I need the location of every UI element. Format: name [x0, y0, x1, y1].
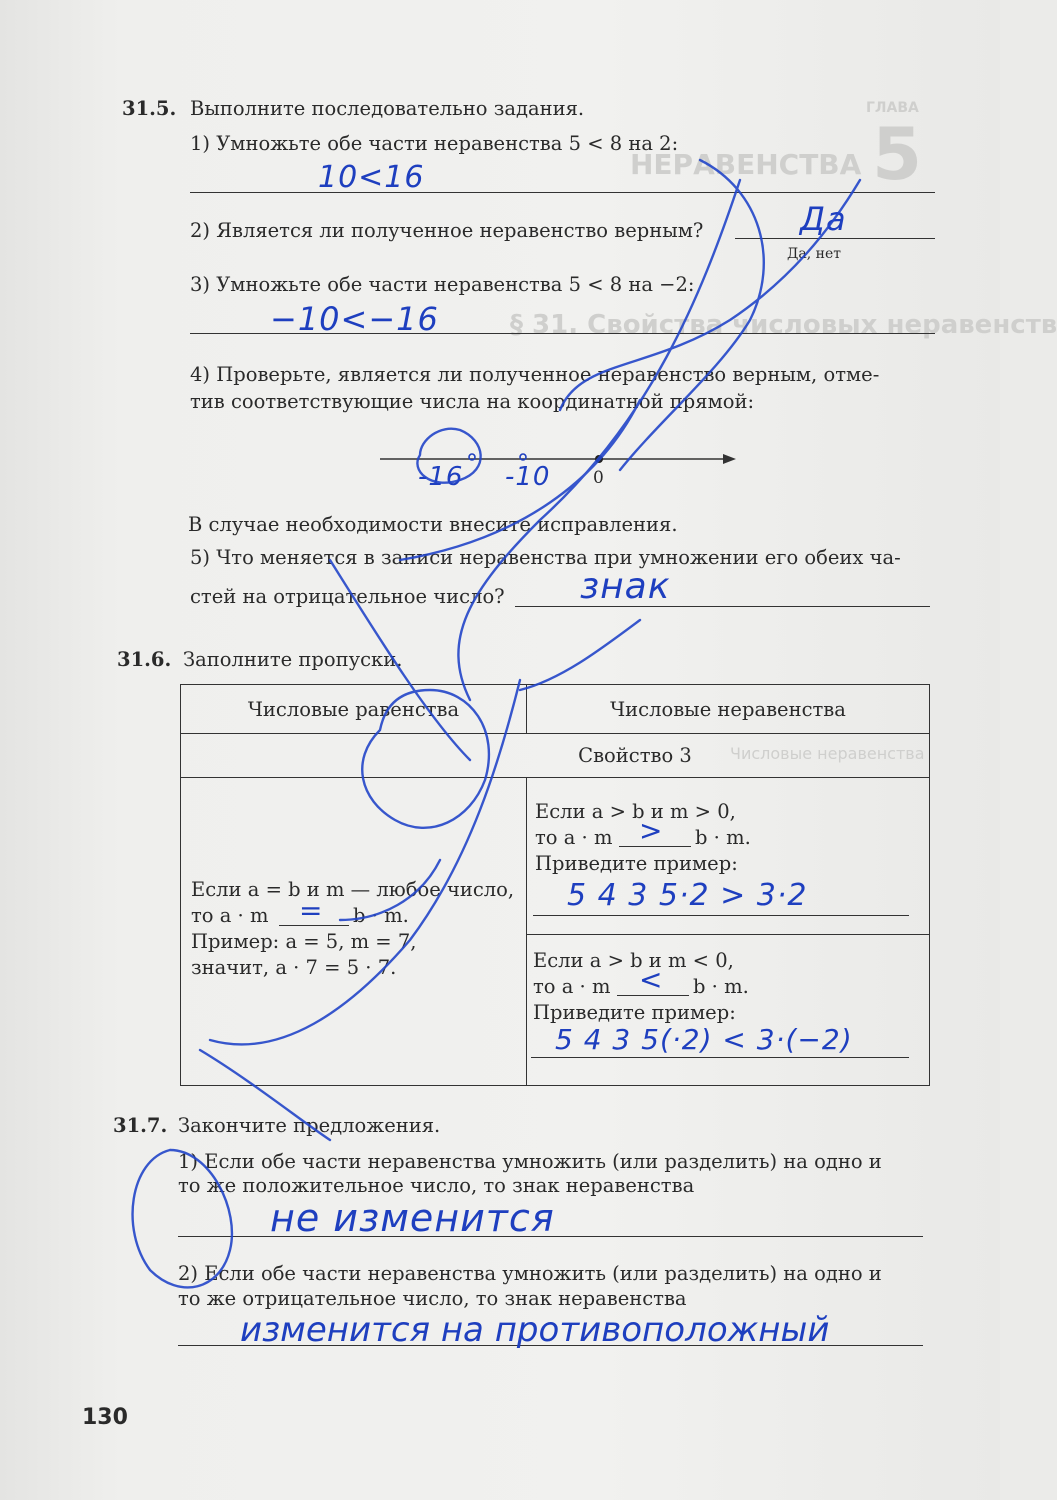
rt-line-2a: то a · m: [535, 826, 613, 849]
rb-line-2a: то a · m: [533, 975, 611, 998]
q5-answer-line: [515, 606, 930, 607]
s1-answer: не изменится: [270, 1196, 555, 1240]
left-line-4: значит, a · 7 = 5 · 7.: [191, 956, 397, 979]
bleed-section: § 31. Свойства числовых неравенств: [510, 310, 1057, 340]
q5-text-line1: 5) Что меняется в записи неравенства при умножении его обеих ча-: [190, 546, 901, 569]
bleed-chapter-title: НЕРАВЕНСТВА: [630, 148, 862, 181]
properties-table: [180, 684, 930, 1086]
right-top-cell: [527, 778, 930, 935]
task-31-5-number: 31.5.: [122, 97, 177, 120]
rb-line-1: Если a > b и m < 0,: [533, 949, 734, 972]
task-31-7-number: 31.7.: [113, 1114, 168, 1137]
left-line-2a: то a · m: [191, 904, 269, 927]
rb-line-2b: b · m.: [693, 975, 749, 998]
q1-answer-line: [190, 192, 935, 193]
axis-mark-minus-16: -16: [418, 462, 464, 492]
q4-text-line1: 4) Проверьте, является ли полученное неравенство верным, отме-: [190, 363, 880, 386]
q3-text: 3) Умножьте обе части неравенства 5 < 8 на −2:: [190, 273, 695, 296]
s2-answer: изменится на противоположный: [240, 1310, 830, 1350]
q2-answer-line: [735, 238, 935, 239]
rt-example-line: [533, 915, 909, 916]
q1-answer: 10<16: [318, 160, 425, 195]
rb-example-line: [531, 1057, 909, 1058]
s1-line2: то же положительное число, то знак неравенства: [178, 1174, 695, 1197]
rt-line-2b: b · m.: [695, 826, 751, 849]
task-31-7-title: Закончите предложения.: [178, 1114, 441, 1137]
q2-text: 2) Является ли полученное неравенство верным?: [190, 219, 704, 242]
rt-line-3: Приведите пример:: [535, 852, 738, 875]
header-equalities: Числовые равенства: [181, 685, 527, 734]
correction-text: В случае необходимости внесите исправления.: [188, 513, 678, 536]
rb-example: 5 4 3 5(·2) < 3·(−2): [555, 1023, 853, 1056]
left-line-1: Если a = b и m — любое число,: [191, 878, 515, 901]
left-line-3: Пример: a = 5, m = 7,: [191, 930, 417, 953]
left-line-2b: b · m.: [353, 904, 409, 927]
rt-example: 5 4 3 5·2 > 3·2: [567, 878, 808, 913]
q4-text-line2: тив соответствующие числа на координатной прямой:: [190, 390, 755, 413]
task-31-5-title: Выполните последовательно задания.: [190, 97, 585, 120]
task-31-6-number: 31.6.: [117, 648, 172, 671]
left-answer: =: [299, 894, 324, 927]
bleed-chapter-label: ГЛАВА: [866, 100, 919, 116]
bleed-chapter-number: 5: [872, 112, 923, 196]
axis-zero-label: 0: [593, 468, 604, 488]
header-inequalities: Числовые неравенства: [527, 685, 930, 734]
s2-line2: то же отрицательное число, то знак неравенства: [178, 1287, 687, 1310]
q2-answer: Да: [800, 200, 847, 238]
q2-hint: Да, нет: [787, 246, 841, 262]
task-31-6-title: Заполните пропуски.: [183, 648, 403, 671]
q5-answer: знак: [580, 566, 671, 607]
s1-line1: 1) Если обе части неравенства умножить (или разделить) на одно и: [178, 1150, 882, 1173]
rb-answer: <: [639, 963, 664, 996]
rt-answer: >: [639, 814, 664, 847]
q5-text-line2: стей на отрицательное число?: [190, 585, 505, 608]
zero-point: [595, 455, 603, 463]
axis-mark-minus-10: -10: [505, 462, 551, 492]
q1-text: 1) Умножьте обе части неравенства 5 < 8 на 2:: [190, 132, 679, 155]
rb-line-3: Приведите пример:: [533, 1001, 736, 1024]
rt-line-1: Если a > b и m > 0,: [535, 800, 736, 823]
q3-answer: −10<−16: [270, 300, 439, 338]
bleed-cell-note: Числовые неравенства: [730, 744, 925, 763]
property-row: Свойство 3: [181, 734, 930, 778]
s2-line1: 2) Если обе части неравенства умножить (или разделить) на одно и: [178, 1262, 882, 1285]
page-number: 130: [82, 1405, 128, 1430]
left-equality-cell: [181, 778, 527, 1086]
right-bottom-cell: [527, 935, 930, 1086]
